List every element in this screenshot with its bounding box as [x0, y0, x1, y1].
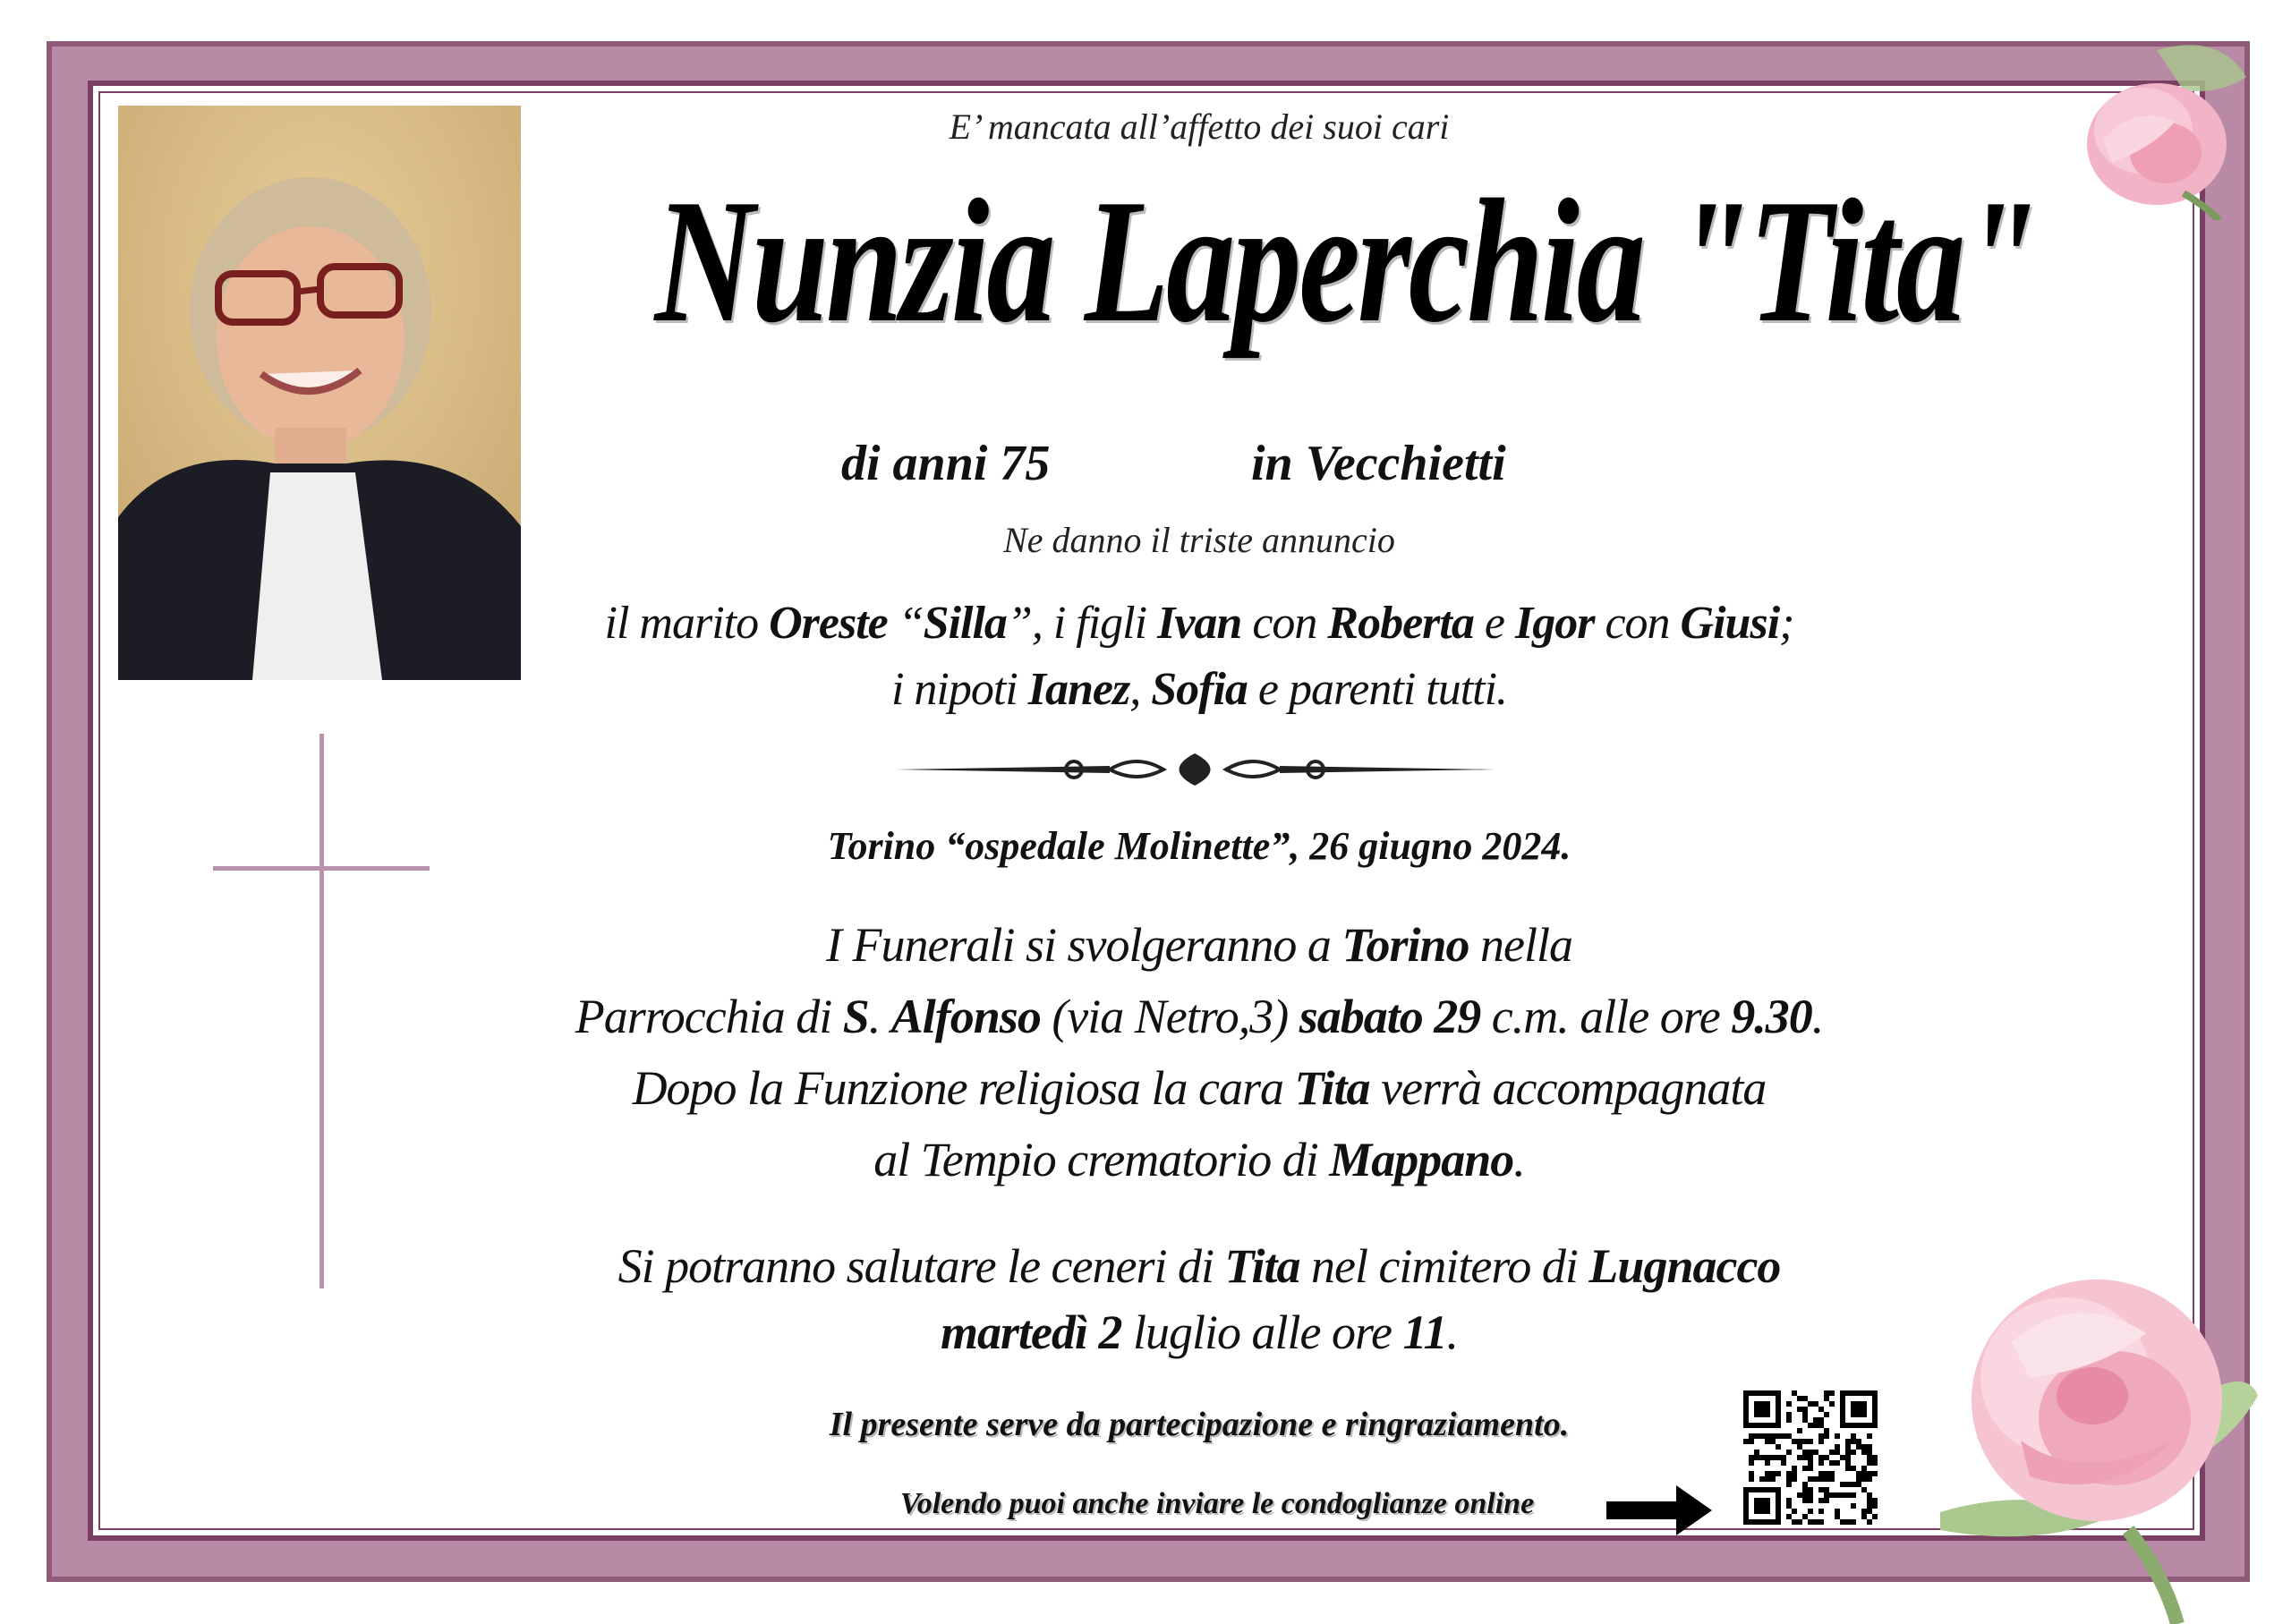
intro-text: E’ mancata all’affetto dei suoi cari: [949, 106, 1450, 147]
condolences-online-text: Volendo puoi anche inviare le condoglianze online: [899, 1487, 1535, 1520]
family-text: [501, 591, 1897, 723]
funeral-text: [501, 909, 1897, 1195]
thanks-text: Il presente serve da partecipazione e ringraziamento.: [829, 1406, 1570, 1443]
cross-icon-bar: [213, 866, 430, 871]
married-name-text: in Vecchietti: [1251, 436, 1506, 491]
flower-decoration-bottom: [1904, 1262, 2262, 1624]
family-line-2: i nipoti Ianez, Sofia e parenti tutti.: [890, 664, 1508, 715]
place-date-text: Torino “ospedale Molinette”, 26 giugno 2024.: [827, 824, 1571, 868]
qr-code[interactable]: [1743, 1390, 1878, 1525]
funeral-line-4: al Tempio crematorio di Mappano.: [873, 1133, 1525, 1186]
age-text: di anni 75: [841, 436, 1051, 491]
arrow-right-icon: [1606, 1485, 1712, 1535]
flower-decoration-top: [2049, 41, 2255, 220]
funeral-line-3: Dopo la Funzione religiosa la cara Tita verrà accompagnata: [632, 1061, 1767, 1115]
funeral-line-1: I Funerali si svolgeranno a Torino nella: [825, 918, 1572, 972]
ashes-line-1: Si potranno salutare le ceneri di Tita nel cimitero di Lugnacco: [617, 1239, 1781, 1293]
portrait-photo: [118, 106, 521, 680]
ashes-line-2: martedì 2 luglio alle ore 11.: [941, 1305, 1458, 1359]
cross-icon: [319, 734, 324, 1288]
funeral-line-2: Parrocchia di S. Alfonso (via Netro,3) sabato 29 c.m. alle ore 9.30.: [575, 990, 1824, 1043]
ornament-divider: [895, 748, 1495, 791]
family-line-1: il marito Oreste “Silla”, i figli Ivan con Roberta e Igor con Giusi;: [604, 598, 1794, 649]
ashes-text: [501, 1233, 1897, 1365]
announcement-text: Ne danno il triste annuncio: [1003, 520, 1395, 560]
deceased-name: Nunzia Laperchia "Tita": [654, 163, 2037, 359]
